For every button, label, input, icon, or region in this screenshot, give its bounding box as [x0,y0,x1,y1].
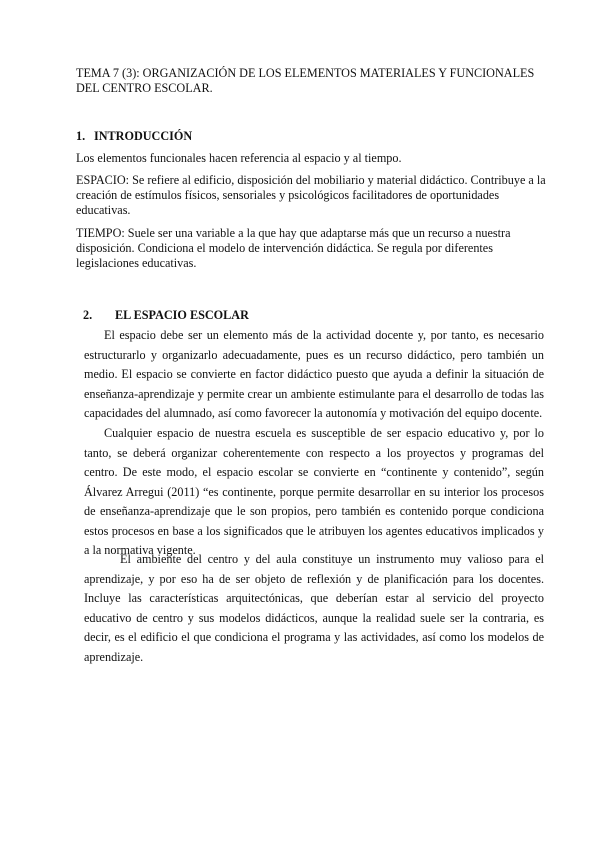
section-1-title: INTRODUCCIÓN [94,129,193,143]
intro-paragraph: Los elementos funcionales hacen referencia al espacio y al tiempo. [76,151,402,165]
section-2-number: 2. [83,308,93,322]
section-2-heading [83,308,249,323]
section-2-title: EL ESPACIO ESCOLAR [115,308,249,322]
section-1-number: 1. [76,129,86,143]
body-paragraph-3: El ambiente del centro y del aula constituye un instrumento muy valioso para el aprendizaje, y por eso ha de ser objeto de reflexión y de planificación para los docentes. Incluye las características arquitectónicas, que deberían estar al servicio del proyecto educativo de centro y sus modelos didácticos, aunque la realidad suele ser la contraria, es decir, es el edificio el que condiciona el programa y las actividades, así como los modelos de aprendizaje. [84,552,544,664]
tiempo-paragraph: TIEMPO: Suele ser una variable a la que hay que adaptarse más que un recurso a nuestra disposición. Condiciona el modelo de intervención didáctica. Se regula por diferentes legislaciones educativas. [76,226,511,270]
body-paragraph-1: El espacio debe ser un elemento más de la actividad docente y, por tanto, es necesario estructurarlo y organizarlo adecuadamente, pues es un recurso didáctico, pero también un medio. El espacio se convierte en factor didáctico puesto que ayuda a definir la situación de enseñanza-aprendizaje y permite crear un ambiente estimulante para el desarrollo de todas las capacidades del alumnado, así como favorecer la autonomía y motivación del equipo docente. [84,328,544,420]
section-1-heading [76,129,192,144]
body-paragraph-2: Cualquier espacio de nuestra escuela es susceptible de ser espacio educativo y, por lo tanto, se deberá organizar coherentemente con respecto a los proyectos y programas del centro. De este modo, el espacio escolar se convierte en “continente y contenido”, según Álvarez Arregui (2011) “es continente, porque permite desarrollar en su interior los procesos de enseñanza-aprendizaje que le son propios, pero también es contenido porque condiciona estos procesos en base a los significados que le atribuyen los agentes educativos implicados y a la normativa vigente. [84,426,544,557]
espacio-paragraph: ESPACIO: Se refiere al edificio, disposición del mobiliario y material didáctico. Contribuye a la creación de estímulos físicos, sensoriales y psicológicos facilitadores de oportunidades educativas. [76,173,546,217]
document-title: TEMA 7 (3): ORGANIZACIÓN DE LOS ELEMENTOS MATERIALES Y FUNCIONALES DEL CENTRO ESCOLAR. [76,66,535,95]
